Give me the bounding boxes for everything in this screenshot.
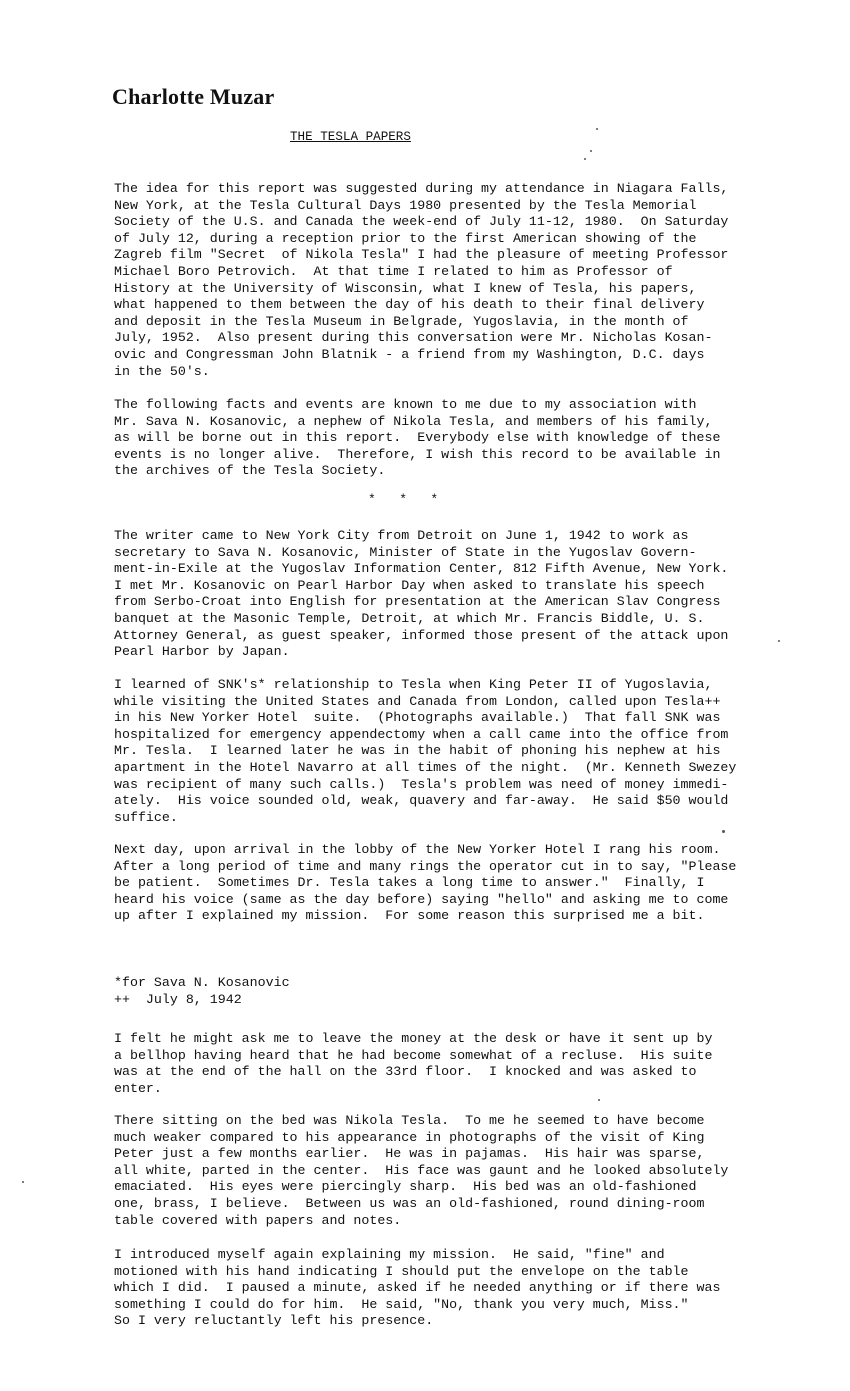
paragraph-recluse <box>114 1031 712 1097</box>
scan-speck <box>596 128 598 130</box>
text-line: ately. His voice sounded old, weak, quavery and far-away. He said $50 would <box>114 793 729 809</box>
footnotes <box>114 975 290 1008</box>
scan-speck <box>590 150 592 152</box>
scan-speck <box>778 640 780 642</box>
paragraph-facts <box>114 397 720 480</box>
text-line: suffice. <box>114 809 178 825</box>
text-line: hospitalized for emergency appendectomy when a call came into the office from <box>114 726 729 742</box>
text-line: one, brass, I believe. Between us was an old-fashioned, round dining-room <box>114 1195 705 1211</box>
text-line: was at the end of the hall on the 33rd floor. I knocked and was asked to <box>114 1064 697 1080</box>
scan-speck <box>22 1181 24 1183</box>
footnote: *for Sava N. Kosanovic <box>114 975 290 990</box>
text-line: I felt he might ask me to leave the money at the desk or have it sent up by <box>114 1031 713 1046</box>
text-line: Michael Boro Petrovich. At that time I related to him as Professor of <box>114 263 673 279</box>
text-line: all white, parted in the center. His face was gaunt and he looked absolutely <box>114 1162 729 1178</box>
text-line: There sitting on the bed was Nikola Tesla. To me he seemed to have become <box>114 1113 705 1128</box>
text-line: up after I explained my mission. For some reason this surprised me a bit. <box>114 908 705 924</box>
author-name: Charlotte Muzar <box>112 84 275 109</box>
text-line: Zagreb film "Secret of Nikola Tesla" I had the pleasure of meeting Professor <box>114 247 729 263</box>
text-line: Mr. Sava N. Kosanovic, a nephew of Nikola Tesla, and members of his family, <box>114 413 713 429</box>
text-line: of July 12, during a reception prior to the first American showing of the <box>114 230 697 246</box>
footnote: ++ July 8, 1942 <box>114 991 242 1007</box>
text-line: After a long period of time and many rings the operator cut in to say, "Please <box>114 858 737 874</box>
section-separator: * * * <box>368 492 439 507</box>
paragraph-arrival <box>114 528 728 661</box>
text-line: what happened to them between the day of his death to their final delivery <box>114 297 705 313</box>
paragraph-intro <box>114 181 728 380</box>
text-line: be patient. Sometimes Dr. Tesla takes a long time to answer." Finally, I <box>114 875 705 891</box>
paragraph-envelope <box>114 1247 720 1330</box>
scan-speck <box>722 830 725 833</box>
text-line: and deposit in the Tesla Museum in Belgrade, Yugoslavia, in the month of <box>114 313 689 329</box>
text-line: enter. <box>114 1080 162 1096</box>
text-line: The following facts and events are known to me due to my association with <box>114 397 697 412</box>
text-line: emaciated. His eyes were piercingly sharp. His bed was an old-fashioned <box>114 1179 697 1195</box>
text-line: something I could do for him. He said, "No, thank you very much, Miss." <box>114 1296 689 1312</box>
text-line: Pearl Harbor by Japan. <box>114 644 290 660</box>
paragraph-next-day <box>114 842 736 925</box>
text-line: July, 1952. Also present during this conversation were Mr. Nicholas Kosan- <box>114 330 713 346</box>
text-line: I met Mr. Kosanovic on Pearl Harbor Day when asked to translate his speech <box>114 577 705 593</box>
text-line: Attorney General, as guest speaker, informed those present of the attack upon <box>114 627 729 643</box>
text-line: The writer came to New York City from Detroit on June 1, 1942 to work as <box>114 528 689 543</box>
text-line: banquet at the Masonic Temple, Detroit, at which Mr. Francis Biddle, U. S. <box>114 610 705 626</box>
text-line: in the 50's. <box>114 363 210 379</box>
text-line: Peter just a few months earlier. He was in pajamas. His hair was sparse, <box>114 1146 705 1162</box>
text-line: Next day, upon arrival in the lobby of the New Yorker Hotel I rang his room. <box>114 842 721 857</box>
text-line: as will be borne out in this report. Everybody else with knowledge of these <box>114 430 721 446</box>
text-line: from Serbo-Croat into English for presentation at the American Slav Congress <box>114 594 721 610</box>
text-line: So I very reluctantly left his presence. <box>114 1313 434 1329</box>
paragraph-relationship <box>114 677 736 826</box>
text-line: secretary to Sava N. Kosanovic, Minister of State in the Yugoslav Govern- <box>114 544 697 560</box>
text-line: The idea for this report was suggested during my attendance in Niagara Falls, <box>114 181 729 196</box>
scan-speck <box>584 158 586 160</box>
text-line: table covered with papers and notes. <box>114 1212 402 1228</box>
text-line: much weaker compared to his appearance in photographs of the visit of King <box>114 1129 705 1145</box>
text-line: while visiting the United States and Canada from London, called upon Tesla++ <box>114 693 721 709</box>
text-line: I introduced myself again explaining my mission. He said, "fine" and <box>114 1247 665 1262</box>
text-line: motioned with his hand indicating I should put the envelope on the table <box>114 1263 689 1279</box>
text-line: History at the University of Wisconsin, what I knew of Tesla, his papers, <box>114 280 697 296</box>
paragraph-tesla-description <box>114 1113 728 1229</box>
text-line: heard his voice (same as the day before) saying "hello" and asking me to come <box>114 891 729 907</box>
text-line: New York, at the Tesla Cultural Days 1980 presented by the Tesla Memorial <box>114 197 697 213</box>
text-line: which I did. I paused a minute, asked if he needed anything or if there was <box>114 1280 721 1296</box>
text-line: events is no longer alive. Therefore, I wish this record to be available in <box>114 446 721 462</box>
text-line: Society of the U.S. and Canada the week-end of July 11-12, 1980. On Saturday <box>114 214 729 230</box>
document-title: THE TESLA PAPERS <box>290 130 411 144</box>
text-line: Mr. Tesla. I learned later he was in the habit of phoning his nephew at his <box>114 743 721 759</box>
text-line: ovic and Congressman John Blatnik - a friend from my Washington, D.C. days <box>114 346 705 362</box>
text-line: was recipient of many such calls.) Tesla's problem was need of money immedi- <box>114 776 729 792</box>
text-line: apartment in the Hotel Navarro at all times of the night. (Mr. Kenneth Swezey <box>114 759 737 775</box>
text-line: the archives of the Tesla Society. <box>114 463 386 479</box>
text-line: a bellhop having heard that he had become somewhat of a recluse. His suite <box>114 1047 713 1063</box>
scan-speck <box>598 1099 600 1101</box>
text-line: ment-in-Exile at the Yugoslav Information Center, 812 Fifth Avenue, New York. <box>114 561 729 577</box>
text-line: in his New Yorker Hotel suite. (Photographs available.) That fall SNK was <box>114 710 721 726</box>
text-line: I learned of SNK's* relationship to Tesla when King Peter II of Yugoslavia, <box>114 677 713 692</box>
